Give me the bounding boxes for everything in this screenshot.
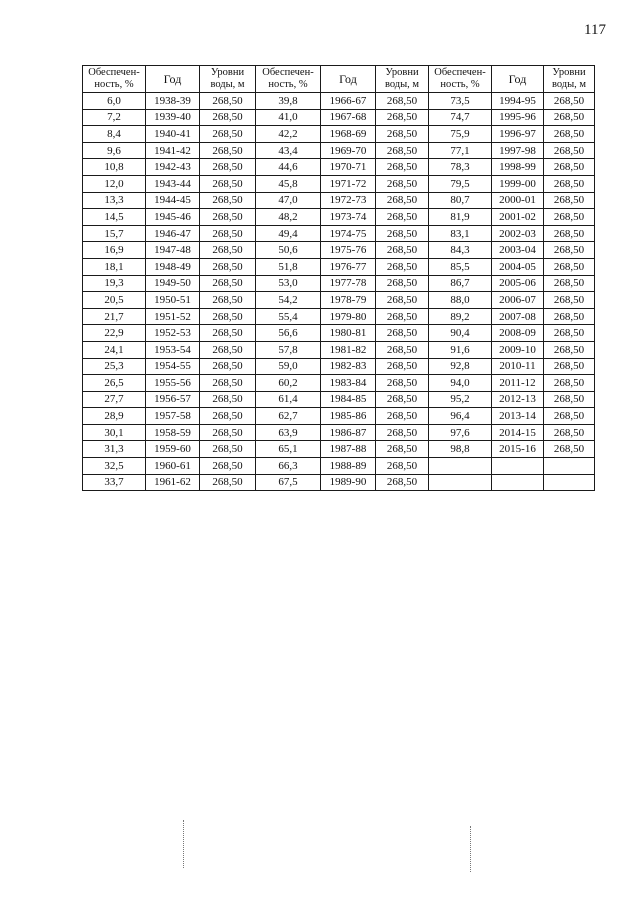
table-row bbox=[83, 408, 595, 425]
table-cell: 268,50 bbox=[200, 358, 256, 375]
table-cell: 268,50 bbox=[376, 308, 429, 325]
table-cell: 1967-68 bbox=[321, 109, 376, 126]
table-cell: 42,2 bbox=[256, 126, 321, 143]
table-cell: 74,7 bbox=[429, 109, 492, 126]
table-cell: 62,7 bbox=[256, 408, 321, 425]
table-cell: 66,3 bbox=[256, 458, 321, 475]
table-cell: 268,50 bbox=[376, 391, 429, 408]
table-cell: 1960-61 bbox=[146, 458, 200, 475]
table-cell: 268,50 bbox=[544, 408, 595, 425]
table-row bbox=[83, 458, 595, 475]
table-cell: 1974-75 bbox=[321, 225, 376, 242]
table-cell: 96,4 bbox=[429, 408, 492, 425]
table-cell: 1971-72 bbox=[321, 175, 376, 192]
table-cell: 97,6 bbox=[429, 424, 492, 441]
table-row bbox=[83, 375, 595, 392]
table-cell: 268,50 bbox=[200, 292, 256, 309]
table-cell: 21,7 bbox=[83, 308, 146, 325]
table-cell: 95,2 bbox=[429, 391, 492, 408]
table-cell: 41,0 bbox=[256, 109, 321, 126]
table-cell: 28,9 bbox=[83, 408, 146, 425]
table-cell: 268,50 bbox=[544, 209, 595, 226]
header-cell: Уровни воды, м bbox=[544, 66, 595, 93]
table-cell: 2006-07 bbox=[492, 292, 544, 309]
table-cell: 268,50 bbox=[376, 258, 429, 275]
table-cell: 268,50 bbox=[200, 275, 256, 292]
header-cell: Обеспечен-ность, % bbox=[256, 66, 321, 93]
table-body bbox=[83, 93, 595, 491]
table-cell: 268,50 bbox=[200, 258, 256, 275]
table-cell: 1979-80 bbox=[321, 308, 376, 325]
table-cell: 6,0 bbox=[83, 93, 146, 110]
table-row bbox=[83, 325, 595, 342]
table-cell: 8,4 bbox=[83, 126, 146, 143]
table-cell: 268,50 bbox=[544, 292, 595, 309]
table-cell: 98,8 bbox=[429, 441, 492, 458]
table-cell: 32,5 bbox=[83, 458, 146, 475]
table-cell bbox=[429, 474, 492, 491]
table-cell: 44,6 bbox=[256, 159, 321, 176]
table-cell: 2011-12 bbox=[492, 375, 544, 392]
table-cell: 1949-50 bbox=[146, 275, 200, 292]
table-row bbox=[83, 225, 595, 242]
table-cell: 61,4 bbox=[256, 391, 321, 408]
table-cell: 268,50 bbox=[376, 474, 429, 491]
table-cell: 268,50 bbox=[200, 126, 256, 143]
table-row bbox=[83, 474, 595, 491]
table-cell: 1998-99 bbox=[492, 159, 544, 176]
table-cell bbox=[492, 458, 544, 475]
table-cell: 1957-58 bbox=[146, 408, 200, 425]
table-cell: 268,50 bbox=[376, 408, 429, 425]
table-cell: 268,50 bbox=[376, 175, 429, 192]
table-cell: 1945-46 bbox=[146, 209, 200, 226]
table-cell: 1959-60 bbox=[146, 441, 200, 458]
table-cell: 1973-74 bbox=[321, 209, 376, 226]
table-cell bbox=[429, 458, 492, 475]
table-cell: 22,9 bbox=[83, 325, 146, 342]
table-cell: 48,2 bbox=[256, 209, 321, 226]
table-cell: 2013-14 bbox=[492, 408, 544, 425]
table-cell bbox=[492, 474, 544, 491]
table-cell: 90,4 bbox=[429, 325, 492, 342]
table-cell: 268,50 bbox=[376, 142, 429, 159]
header-cell: Обеспечен-ность, % bbox=[429, 66, 492, 93]
table-cell: 1954-55 bbox=[146, 358, 200, 375]
table-cell: 2010-11 bbox=[492, 358, 544, 375]
table-cell: 268,50 bbox=[544, 325, 595, 342]
table-cell: 1989-90 bbox=[321, 474, 376, 491]
table-cell: 1983-84 bbox=[321, 375, 376, 392]
table-cell: 268,50 bbox=[544, 109, 595, 126]
table-cell: 43,4 bbox=[256, 142, 321, 159]
table-cell: 268,50 bbox=[200, 391, 256, 408]
table-cell: 1975-76 bbox=[321, 242, 376, 259]
table-cell: 31,3 bbox=[83, 441, 146, 458]
table-cell: 1938-39 bbox=[146, 93, 200, 110]
table-cell: 268,50 bbox=[544, 242, 595, 259]
table-cell: 268,50 bbox=[200, 209, 256, 226]
table-cell: 1956-57 bbox=[146, 391, 200, 408]
table-cell: 268,50 bbox=[376, 358, 429, 375]
table-cell: 2015-16 bbox=[492, 441, 544, 458]
table-cell: 1969-70 bbox=[321, 142, 376, 159]
table-cell: 268,50 bbox=[200, 458, 256, 475]
table-cell: 1947-48 bbox=[146, 242, 200, 259]
table-cell: 268,50 bbox=[200, 159, 256, 176]
table-row bbox=[83, 192, 595, 209]
table-cell: 85,5 bbox=[429, 258, 492, 275]
table-cell: 65,1 bbox=[256, 441, 321, 458]
table-cell: 55,4 bbox=[256, 308, 321, 325]
scan-mark bbox=[470, 826, 471, 872]
table-cell: 91,6 bbox=[429, 341, 492, 358]
table-cell: 268,50 bbox=[544, 175, 595, 192]
table-row bbox=[83, 391, 595, 408]
table-cell: 268,50 bbox=[376, 325, 429, 342]
table-cell: 268,50 bbox=[200, 242, 256, 259]
table-cell: 1961-62 bbox=[146, 474, 200, 491]
header-cell: Уровни воды, м bbox=[200, 66, 256, 93]
table-cell: 1981-82 bbox=[321, 341, 376, 358]
table-cell: 53,0 bbox=[256, 275, 321, 292]
table-cell: 1976-77 bbox=[321, 258, 376, 275]
table-cell: 2002-03 bbox=[492, 225, 544, 242]
table-cell: 92,8 bbox=[429, 358, 492, 375]
table-cell: 268,50 bbox=[376, 126, 429, 143]
table-cell: 268,50 bbox=[376, 93, 429, 110]
table-cell: 84,3 bbox=[429, 242, 492, 259]
table-row bbox=[83, 175, 595, 192]
table-cell: 9,6 bbox=[83, 142, 146, 159]
header-cell: Год bbox=[321, 66, 376, 93]
table-cell: 1995-96 bbox=[492, 109, 544, 126]
header-cell: Год bbox=[146, 66, 200, 93]
table-cell: 268,50 bbox=[544, 391, 595, 408]
table-cell: 268,50 bbox=[544, 225, 595, 242]
table-cell: 57,8 bbox=[256, 341, 321, 358]
table-cell: 75,9 bbox=[429, 126, 492, 143]
table-cell: 268,50 bbox=[200, 341, 256, 358]
table-cell: 19,3 bbox=[83, 275, 146, 292]
table-cell: 88,0 bbox=[429, 292, 492, 309]
table-row bbox=[83, 292, 595, 309]
table-cell: 27,7 bbox=[83, 391, 146, 408]
table-cell: 2012-13 bbox=[492, 391, 544, 408]
table-cell: 268,50 bbox=[544, 93, 595, 110]
table-cell: 13,3 bbox=[83, 192, 146, 209]
table-cell: 1978-79 bbox=[321, 292, 376, 309]
table-cell: 49,4 bbox=[256, 225, 321, 242]
table-row bbox=[83, 142, 595, 159]
table-cell: 1952-53 bbox=[146, 325, 200, 342]
table-cell: 268,50 bbox=[544, 441, 595, 458]
scan-mark bbox=[183, 820, 184, 868]
table-cell: 268,50 bbox=[376, 225, 429, 242]
table-cell: 15,7 bbox=[83, 225, 146, 242]
table-cell: 268,50 bbox=[376, 341, 429, 358]
table-cell: 268,50 bbox=[544, 159, 595, 176]
table-cell: 30,1 bbox=[83, 424, 146, 441]
table-cell: 54,2 bbox=[256, 292, 321, 309]
table-row bbox=[83, 126, 595, 143]
table-cell: 2009-10 bbox=[492, 341, 544, 358]
table-cell: 268,50 bbox=[544, 142, 595, 159]
table-cell bbox=[544, 458, 595, 475]
table-cell: 45,8 bbox=[256, 175, 321, 192]
table-cell: 268,50 bbox=[200, 109, 256, 126]
table-cell: 79,5 bbox=[429, 175, 492, 192]
water-level-table bbox=[82, 65, 595, 491]
table-cell: 2007-08 bbox=[492, 308, 544, 325]
table-cell: 1951-52 bbox=[146, 308, 200, 325]
table-cell: 51,8 bbox=[256, 258, 321, 275]
table-cell: 1942-43 bbox=[146, 159, 200, 176]
table-cell: 268,50 bbox=[544, 258, 595, 275]
table-cell: 268,50 bbox=[544, 192, 595, 209]
table-cell: 47,0 bbox=[256, 192, 321, 209]
table-cell: 7,2 bbox=[83, 109, 146, 126]
table-cell: 1948-49 bbox=[146, 258, 200, 275]
table-cell: 1940-41 bbox=[146, 126, 200, 143]
table-cell: 268,50 bbox=[544, 358, 595, 375]
header-cell: Год bbox=[492, 66, 544, 93]
table-cell: 1996-97 bbox=[492, 126, 544, 143]
table-cell: 14,5 bbox=[83, 209, 146, 226]
table-cell: 50,6 bbox=[256, 242, 321, 259]
table-cell: 268,50 bbox=[376, 242, 429, 259]
table-row bbox=[83, 341, 595, 358]
table-cell: 268,50 bbox=[200, 192, 256, 209]
table-cell: 268,50 bbox=[200, 474, 256, 491]
table-cell: 18,1 bbox=[83, 258, 146, 275]
table-cell: 268,50 bbox=[200, 308, 256, 325]
table-cell: 2001-02 bbox=[492, 209, 544, 226]
table-cell: 89,2 bbox=[429, 308, 492, 325]
table-cell: 1980-81 bbox=[321, 325, 376, 342]
table-cell: 268,50 bbox=[376, 159, 429, 176]
table-cell: 78,3 bbox=[429, 159, 492, 176]
table-cell: 10,8 bbox=[83, 159, 146, 176]
table-row bbox=[83, 358, 595, 375]
table-cell: 1994-95 bbox=[492, 93, 544, 110]
table-cell: 1970-71 bbox=[321, 159, 376, 176]
table-cell: 268,50 bbox=[376, 275, 429, 292]
table-cell: 268,50 bbox=[376, 424, 429, 441]
table-cell: 268,50 bbox=[544, 126, 595, 143]
table-cell: 81,9 bbox=[429, 209, 492, 226]
table-cell: 1944-45 bbox=[146, 192, 200, 209]
table-cell: 1997-98 bbox=[492, 142, 544, 159]
table-cell: 268,50 bbox=[544, 308, 595, 325]
table-cell: 60,2 bbox=[256, 375, 321, 392]
table-cell: 20,5 bbox=[83, 292, 146, 309]
table-cell: 1972-73 bbox=[321, 192, 376, 209]
table-cell: 268,50 bbox=[376, 109, 429, 126]
table-cell: 1943-44 bbox=[146, 175, 200, 192]
header-cell: Уровни воды, м bbox=[376, 66, 429, 93]
table-row bbox=[83, 424, 595, 441]
table-cell: 12,0 bbox=[83, 175, 146, 192]
table-cell: 1958-59 bbox=[146, 424, 200, 441]
table-cell: 1950-51 bbox=[146, 292, 200, 309]
table-cell: 268,50 bbox=[200, 225, 256, 242]
table-cell: 268,50 bbox=[376, 375, 429, 392]
table-cell: 268,50 bbox=[200, 175, 256, 192]
table-cell: 268,50 bbox=[200, 142, 256, 159]
table-cell: 39,8 bbox=[256, 93, 321, 110]
table-cell: 77,1 bbox=[429, 142, 492, 159]
table-cell: 1953-54 bbox=[146, 341, 200, 358]
table-cell: 94,0 bbox=[429, 375, 492, 392]
page-number: 117 bbox=[584, 22, 606, 38]
table-row bbox=[83, 93, 595, 110]
table-cell: 268,50 bbox=[200, 424, 256, 441]
table-cell: 2000-01 bbox=[492, 192, 544, 209]
table-cell: 268,50 bbox=[376, 292, 429, 309]
table-cell: 1939-40 bbox=[146, 109, 200, 126]
table-cell: 67,5 bbox=[256, 474, 321, 491]
table-cell: 2014-15 bbox=[492, 424, 544, 441]
table-cell: 1982-83 bbox=[321, 358, 376, 375]
table-cell: 268,50 bbox=[544, 341, 595, 358]
table-cell: 268,50 bbox=[200, 408, 256, 425]
table-cell: 268,50 bbox=[544, 375, 595, 392]
table-header-row bbox=[83, 66, 595, 93]
table-row bbox=[83, 159, 595, 176]
table-cell: 268,50 bbox=[376, 192, 429, 209]
table-row bbox=[83, 209, 595, 226]
table-row bbox=[83, 441, 595, 458]
table-cell: 268,50 bbox=[200, 93, 256, 110]
table-cell: 268,50 bbox=[200, 441, 256, 458]
table-cell: 268,50 bbox=[544, 275, 595, 292]
table-row bbox=[83, 258, 595, 275]
table-cell: 268,50 bbox=[544, 424, 595, 441]
table-cell: 56,6 bbox=[256, 325, 321, 342]
table-cell: 1968-69 bbox=[321, 126, 376, 143]
table-row bbox=[83, 109, 595, 126]
table-row bbox=[83, 275, 595, 292]
table-cell: 268,50 bbox=[376, 209, 429, 226]
table-cell: 25,3 bbox=[83, 358, 146, 375]
table-cell: 268,50 bbox=[376, 441, 429, 458]
table-cell: 1987-88 bbox=[321, 441, 376, 458]
table-cell: 1977-78 bbox=[321, 275, 376, 292]
table-cell: 1999-00 bbox=[492, 175, 544, 192]
table-cell: 1966-67 bbox=[321, 93, 376, 110]
table-cell: 2003-04 bbox=[492, 242, 544, 259]
table-cell: 1946-47 bbox=[146, 225, 200, 242]
table-cell: 80,7 bbox=[429, 192, 492, 209]
table-cell: 33,7 bbox=[83, 474, 146, 491]
table-cell: 59,0 bbox=[256, 358, 321, 375]
table-cell: 268,50 bbox=[200, 325, 256, 342]
table-cell: 2008-09 bbox=[492, 325, 544, 342]
table-cell: 268,50 bbox=[200, 375, 256, 392]
table-cell: 1986-87 bbox=[321, 424, 376, 441]
table-cell: 16,9 bbox=[83, 242, 146, 259]
table-cell: 73,5 bbox=[429, 93, 492, 110]
table-cell: 1985-86 bbox=[321, 408, 376, 425]
table-cell: 63,9 bbox=[256, 424, 321, 441]
table-cell bbox=[544, 474, 595, 491]
header-cell: Обеспечен-ность, % bbox=[83, 66, 146, 93]
table-cell: 2004-05 bbox=[492, 258, 544, 275]
table-cell: 24,1 bbox=[83, 341, 146, 358]
table-row bbox=[83, 242, 595, 259]
table-cell: 86,7 bbox=[429, 275, 492, 292]
table-cell: 83,1 bbox=[429, 225, 492, 242]
table-cell: 2005-06 bbox=[492, 275, 544, 292]
table-row bbox=[83, 308, 595, 325]
table-cell: 1955-56 bbox=[146, 375, 200, 392]
table-cell: 268,50 bbox=[376, 458, 429, 475]
table-cell: 1984-85 bbox=[321, 391, 376, 408]
table-cell: 26,5 bbox=[83, 375, 146, 392]
table-cell: 1988-89 bbox=[321, 458, 376, 475]
table-cell: 1941-42 bbox=[146, 142, 200, 159]
